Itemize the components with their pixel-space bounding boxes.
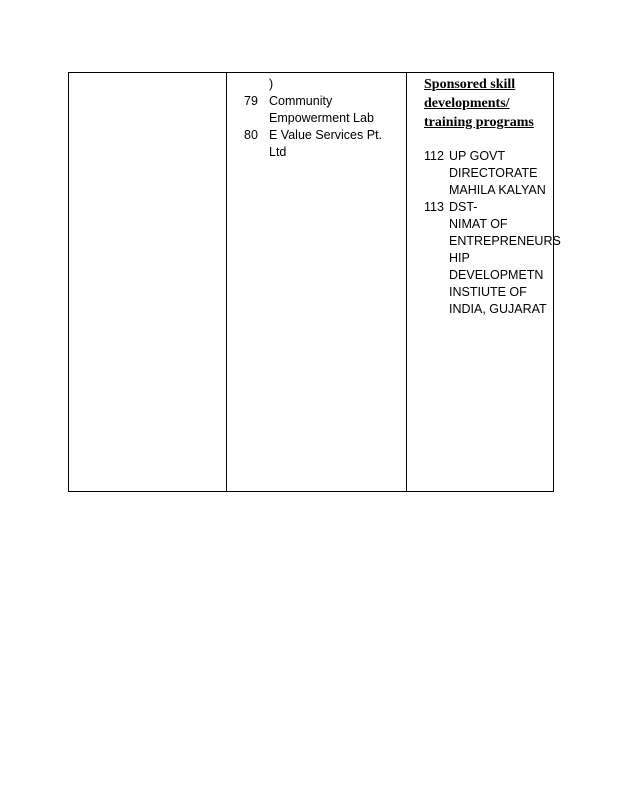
list-item [424,199,561,318]
item-text-line: ENTREPRENEURS [449,234,561,248]
item-number: 112 [424,149,444,163]
continuation-line: ) [269,77,274,91]
item-number: 113 [424,200,444,214]
column-divider [226,73,227,491]
item-text-line: INSTIUTE OF [449,285,527,299]
section-heading: Sponsored skill developments/ training programs [424,77,534,130]
item-number: 80 [244,128,258,142]
item-text-line: MAHILA KALYAN [449,183,546,197]
column-divider [406,73,407,491]
item-text-line: Ltd [269,145,287,159]
item-text-line: HIP [449,251,470,265]
list-item [424,148,548,199]
list-item [244,93,399,127]
item-text-line: NIMAT OF [449,217,508,231]
item-text-line: INDIA, GUJARAT [449,302,547,316]
list-item [244,127,399,161]
program-list [424,148,561,318]
item-text-line: UP GOVT [449,149,506,163]
document-table [68,72,561,492]
item-text-line: DIRECTORATE [449,166,538,180]
item-text-line: E Value Services Pt. [269,128,383,142]
right-column-cell [424,73,561,318]
item-text-line: Community [269,94,333,108]
item-number: 79 [244,94,258,108]
item-text-line: Empowerment Lab [269,111,374,125]
item-text-line: DST- [449,200,478,214]
middle-column-cell [244,73,399,161]
item-text-line: DEVELOPMETN [449,268,544,282]
